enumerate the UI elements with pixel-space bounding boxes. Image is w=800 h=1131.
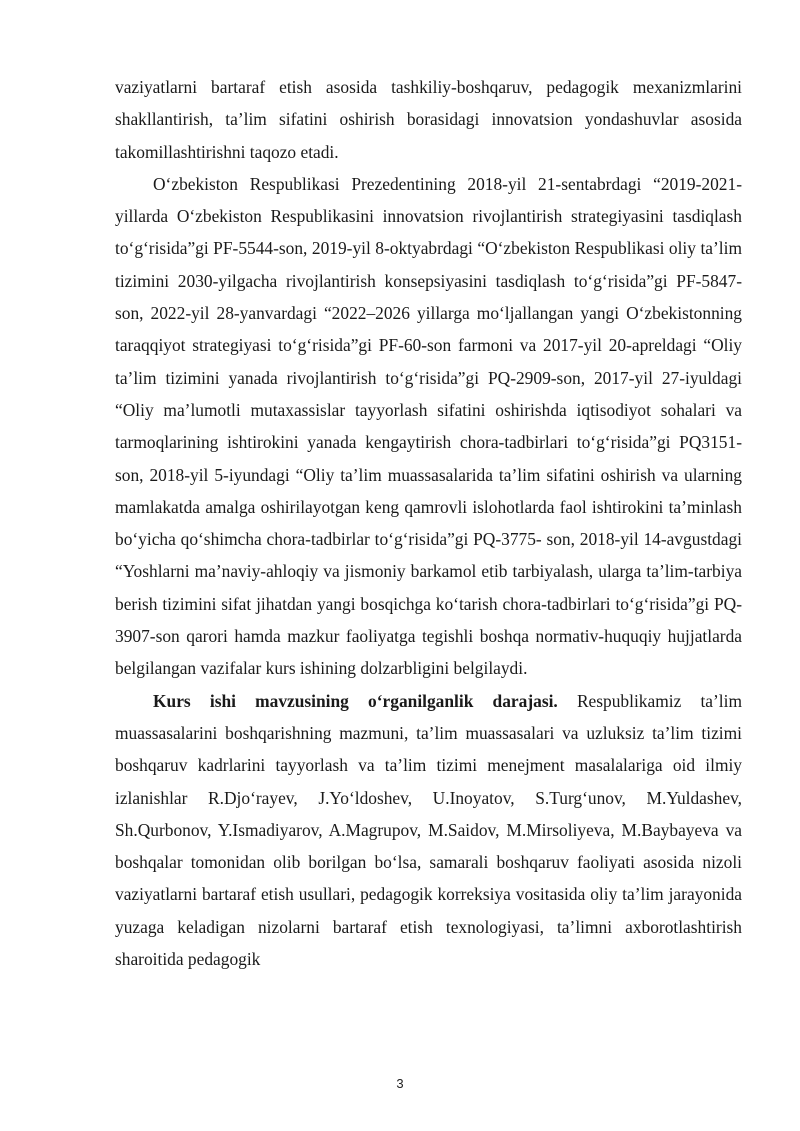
paragraph-study-degree [115, 685, 742, 976]
paragraph-continuation: vaziyatlarni bartaraf etish asosida tashkiliy-boshqaruv, pedagogik mexanizmlarini shakllantirish, ta’lim sifatini oshirish borasidagi innovatsion yondashuvlar asosida takomillashtirishni taqozo etadi. [115, 77, 742, 162]
paragraph-legal-basis: O‘zbekiston Respublikasi Prezedentining 2018-yil 21-sentabrdagi “2019-2021-yillarda O‘zbekiston Respublikasini innovatsion rivojlantirish strategiyasini tasdiqlash to‘g‘risida”gi PF-5544-son, 2019-yil 8-oktyabrdagi “O‘zbekiston Respublikasi oliy ta’lim tizimini 2030-yilgacha rivojlantirish konsepsiyasini tasdiqlash to‘g‘risida”gi PF-5847-son, 2022-yil 28-yanvardagi “2022–2026 yillarga mo‘ljallangan yangi O‘zbekistonning taraqqiyot strategiyasi to‘g‘risida”gi PF-60-son farmoni va 2017-yil 20-apreldagi “Oliy ta’lim tizimini yanada rivojlantirish to‘g‘risida”gi PQ-2909-son, 2017-yil 27-iyuldagi “Oliy ma’lumotli mutaxassislar tayyorlash sifatini oshirishda iqtisodiyot sohalari va tarmoqlarining ishtirokini yanada kengaytirish chora-tadbirlari to‘g‘risida”gi PQ3151-son, 2018-yil 5-iyundagi “Oliy ta’lim muassasalarida ta’lim sifatini oshirish va ularning mamlakatda amalga oshirilayotgan keng qamrovli islohotlarda faol ishtirokini ta’minlash bo‘yicha qo‘shimcha chora-tadbirlar to‘g‘risida”gi PQ-3775- son, 2018-yil 14-avgustdagi “Yoshlarni ma’naviy-ahloqiy va jismoniy barkamol etib tarbiyalash, ularga ta’lim-tarbiya berish tizimini sifat jihatdan yangi bosqichga ko‘tarish chora-tadbirlari to‘g‘risida”gi PQ-3907-son qarori hamda mazkur faoliyatga tegishli boshqa normativ-huquqiy hujjatlarda belgilangan vazifalar kurs ishining dolzarbligini belgilaydi. [115, 173, 742, 679]
paragraph-study-degree-text: Respublikamiz ta’lim muassasalarini boshqarishning mazmuni, ta’lim muassasalari va uzluksiz ta’lim tizimi boshqaruv kadrlarini tayyorlash va ta’lim tizimi menejment masalalariga oid ilmiy izlanishlar R.Djo‘rayev, J.Yo‘ldoshev, U.Inoyatov, S.Turg‘unov, M.Yuldashev, Sh.Qurbonov, Y.Ismadiyarov, A.Magrupov, M.Saidov, M.Mirsoliyeva, M.Baybayeva va boshqalar tomonidan olib borilgan bo‘lsa, samarali boshqaruv faoliyati asosida nizoli vaziyatlarni bartaraf etish usullari, pedagogik korreksiya vositasida oliy ta’lim jarayonida yuzaga keladigan nizolarni bartaraf etish texnologiyasi, ta’limni axborotlashtirish sharoitida pedagogik [115, 690, 742, 970]
page-body [115, 71, 742, 975]
page-number: 3 [396, 1076, 404, 1091]
section-heading-inline: Kurs ishi mavzusining o‘rganilganlik darajasi. [153, 690, 558, 711]
